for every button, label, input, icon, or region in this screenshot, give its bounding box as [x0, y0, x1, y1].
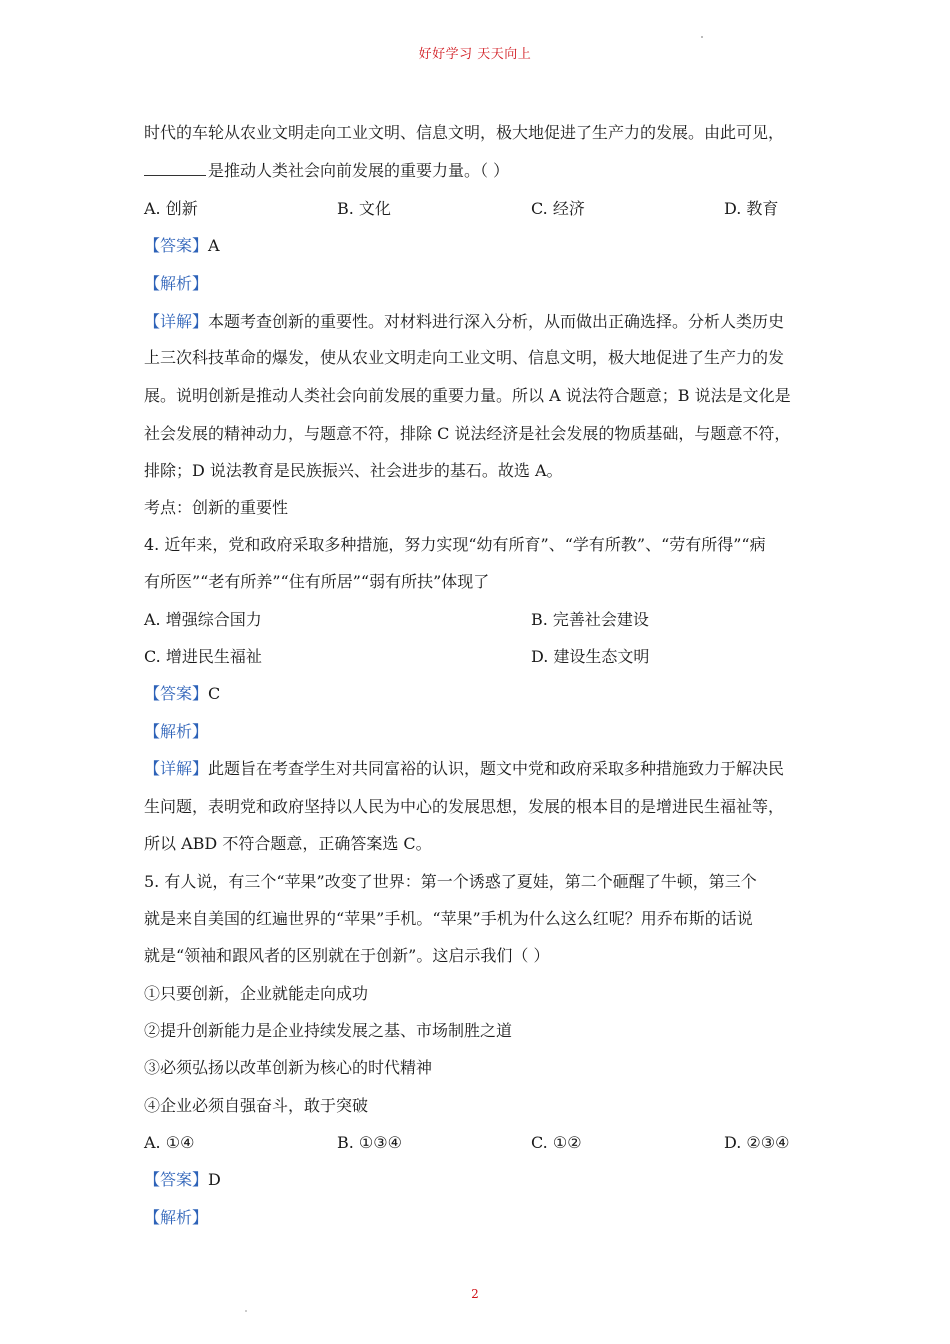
q5-option-b: B. ①③④	[337, 1133, 402, 1152]
q3-kaodian: 考点：创新的重要性	[144, 498, 289, 517]
q5-answer-value: D	[208, 1170, 221, 1189]
q3-detail-line-5: 排除；D 说法教育是民族振兴、社会进步的基石。故选 A。	[144, 461, 563, 480]
q5-stem-line-1: 5. 有人说，有三个“苹果”改变了世界：第一个诱惑了夏娃，第二个砸醒了牛顿，第三个	[144, 872, 757, 891]
q4-detail-line-3: 所以 ABD 不符合题意，正确答案选 C。	[144, 834, 432, 853]
q5-answer-tag: 【答案】	[144, 1170, 209, 1189]
q3-stem-line-2-text: 是推动人类社会向前发展的重要力量。（ ）	[208, 161, 510, 180]
q4-detail-tag: 【详解】	[144, 759, 209, 778]
page-number: 2	[471, 1287, 479, 1301]
q3-stem-line-2	[144, 160, 814, 182]
q3-option-d: D. 教育	[724, 199, 779, 218]
header-dot	[701, 36, 703, 38]
q5-stem-line-3: 就是“领袖和跟风者的区别就在于创新”。这启示我们（ ）	[144, 946, 550, 965]
q4-option-d: D. 建设生态文明	[531, 647, 650, 666]
q3-detail-line-3: 展。说明创新是推动人类社会向前发展的重要力量。所以 A 说法符合题意；B 说法是文化是	[144, 386, 791, 405]
q5-statement-1: ①只要创新，企业就能走向成功	[144, 984, 369, 1003]
q4-stem-line-1: 4. 近年来，党和政府采取多种措施，努力实现“幼有所育”、“学有所教”、“劳有所得”“病	[144, 535, 766, 554]
q3-option-b: B. 文化	[337, 199, 391, 218]
q4-option-c: C. 增进民生福祉	[144, 647, 262, 666]
q3-detail-tag: 【详解】	[144, 312, 209, 331]
q4-analysis-tag: 【解析】	[144, 722, 209, 741]
q4-answer-value: C	[208, 684, 221, 703]
q5-option-d: D. ②③④	[724, 1133, 790, 1152]
q5-option-c: C. ①②	[531, 1133, 582, 1152]
q4-option-b: B. 完善社会建设	[531, 610, 649, 629]
q5-statement-2: ②提升创新能力是企业持续发展之基、市场制胜之道	[144, 1021, 513, 1040]
q3-answer-tag: 【答案】	[144, 236, 209, 255]
q4-detail-line-1: 【详解】此题旨在考查学生对共同富裕的认识，题文中党和政府采取多种措施致力于解决民	[144, 759, 785, 778]
q3-detail-line-2: 上三次科技革命的爆发，使从农业文明走向工业文明、信息文明，极大地促进了生产力的发	[144, 348, 785, 367]
q3-answer-value: A	[208, 236, 220, 255]
q5-analysis-tag: 【解析】	[144, 1208, 209, 1227]
page-header: 好好学习 天天向上	[418, 47, 532, 62]
q3-option-c: C. 经济	[531, 199, 585, 218]
q5-statement-3: ③必须弘扬以改革创新为核心的时代精神	[144, 1058, 433, 1077]
q4-detail-line-2: 生问题，表明党和政府坚持以人民为中心的发展思想，发展的根本目的是增进民生福祉等，	[144, 797, 785, 816]
q4-option-a: A. 增强综合国力	[144, 610, 262, 629]
q3-detail-line-1: 【详解】本题考查创新的重要性。对材料进行深入分析，从而做出正确选择。分析人类历史	[144, 312, 785, 331]
q3-answer-blank	[144, 160, 206, 176]
q3-option-a: A. 创新	[144, 199, 198, 218]
q4-answer-tag: 【答案】	[144, 684, 209, 703]
q4-stem-line-2: 有所医”“老有所养”“住有所居”“弱有所扶”体现了	[144, 572, 490, 591]
footer-dot	[245, 1310, 247, 1312]
q3-detail-line-4: 社会发展的精神动力，与题意不符，排除 C 说法经济是社会发展的物质基础，与题意不符，	[144, 424, 791, 443]
q3-stem-line-1: 时代的车轮从农业文明走向工业文明、信息文明，极大地促进了生产力的发展。由此可见，	[144, 123, 785, 142]
q3-answer	[144, 235, 814, 257]
q5-answer	[144, 1169, 814, 1191]
q3-analysis-tag: 【解析】	[144, 274, 209, 293]
q5-stem-line-2: 就是来自美国的红遍世界的“苹果”手机。“苹果”手机为什么这么红呢？用乔布斯的话说	[144, 909, 753, 928]
q4-answer	[144, 683, 814, 705]
q5-statement-4: ④企业必须自强奋斗，敢于突破	[144, 1096, 369, 1115]
q5-option-a: A. ①④	[144, 1133, 195, 1152]
